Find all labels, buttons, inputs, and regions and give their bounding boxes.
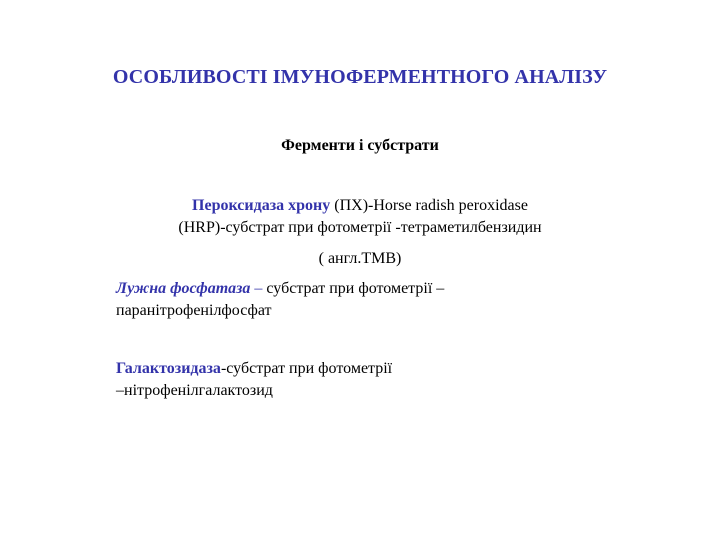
- section-heading: Ферменти і субстрати: [281, 137, 439, 154]
- galactosidase-term: Галактозидаза: [116, 360, 221, 377]
- phosphatase-paragraph-line2: паранітрофенілфосфат: [116, 302, 272, 319]
- peroxidase-paragraph-line2: (HRP)-субстрат при фотометрії -тетраметилбензидин: [178, 219, 542, 236]
- peroxidase-paragraph-line1: [110, 195, 610, 216]
- peroxidase-line1-text: (ПХ)-Horse radish peroxidase: [330, 197, 528, 214]
- peroxidase-paragraph-line3: ( англ.TMB): [318, 250, 402, 267]
- phosphatase-term: Лужна фосфатаза: [116, 280, 251, 297]
- galactosidase-paragraph-line2: –нітрофенілгалактозид: [116, 382, 273, 399]
- galactosidase-paragraph-line1: [116, 358, 596, 379]
- slide-title: ОСОБЛИВОСТІ ІМУНОФЕРМЕНТНОГО АНАЛІЗУ: [112, 66, 608, 88]
- galactosidase-line1-text: -субстрат при фотометрії: [220, 360, 393, 377]
- peroxidase-term: Пероксидаза хрону: [192, 197, 331, 214]
- phosphatase-line1-text: субстрат при фотометрії –: [262, 280, 445, 297]
- phosphatase-dash: –: [250, 280, 263, 297]
- phosphatase-paragraph-line1: [116, 278, 596, 299]
